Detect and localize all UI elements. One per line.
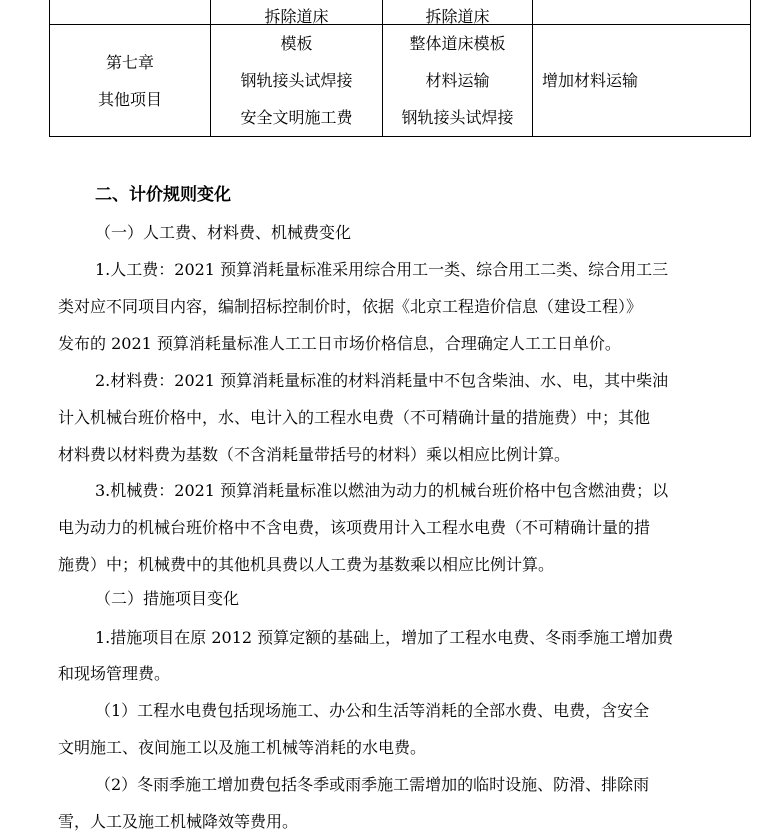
- paragraph-line: 1.人工费：2021 预算消耗量标准采用综合用工一类、综合用工二类、综合用工三: [95, 260, 669, 279]
- comparison-table: [49, 0, 751, 137]
- cell-text: 钢轨接头试焊接: [240, 71, 353, 90]
- paragraph-line: 雪，人工及施工机械降效等费用。: [58, 812, 299, 831]
- paragraph-line: 电为动力的机械台班价格中不含电费，该项费用计入工程水电费（不可精确计量的措: [58, 518, 651, 537]
- table-cell: [211, 0, 383, 25]
- cell-text: 增加材料运输: [542, 71, 639, 90]
- section-heading: 二、计价规则变化: [95, 185, 231, 205]
- paragraph-line: 计入机械台班价格中，水、电计入的工程水电费（不可精确计量的措施费）中；其他: [58, 408, 651, 427]
- chapter-number: 第七章: [105, 52, 154, 72]
- cell-text: 模板: [280, 34, 313, 53]
- table-cell: [383, 0, 533, 25]
- paragraph-line: 3.机械费：2021 预算消耗量标准以燃油为动力的机械台班价格中包含燃油费；以: [95, 481, 669, 500]
- chapter-cell: [50, 25, 211, 137]
- paragraph-line: 1.措施项目在原 2012 预算定额的基础上，增加了工程水电费、冬雨季施工增加费: [95, 628, 674, 647]
- paragraph-line: 类对应不同项目内容，编制招标控制价时，依据《北京工程造价信息（建设工程）》: [58, 297, 643, 316]
- table-cell: [211, 25, 383, 137]
- cell-text: 拆除道床: [264, 7, 329, 26]
- cell-text: 拆除道床: [425, 7, 490, 26]
- chapter-title: 其他项目: [97, 89, 162, 109]
- paragraph-line: （2）冬雨季施工增加费包括冬季或雨季施工需增加的临时设施、防滑、排除雨: [95, 775, 650, 794]
- subsection-heading: （二）措施项目变化: [95, 589, 240, 608]
- paragraph-line: 发布的 2021 预算消耗量标准人工工日市场价格信息，合理确定人工工日单价。: [58, 334, 621, 353]
- cell-text: 钢轨接头试焊接: [401, 108, 514, 127]
- paragraph-line: （1）工程水电费包括现场施工、办公和生活等消耗的全部水费、电费，含安全: [95, 701, 650, 720]
- cell-text: 材料运输: [425, 71, 490, 90]
- paragraph-line: 2.材料费：2021 预算消耗量标准的材料消耗量中不包含柴油、水、电，其中柴油: [95, 371, 669, 390]
- subsection-heading: （一）人工费、材料费、机械费变化: [95, 223, 352, 242]
- table-cell: [50, 0, 211, 25]
- paragraph-line: 施费）中；机械费中的其他机具费以人工费为基数乘以相应比例计算。: [58, 555, 555, 574]
- table-row: [50, 25, 751, 137]
- paragraph-line: 文明施工、夜间施工以及施工机械等消耗的水电费。: [58, 738, 427, 757]
- table-cell: [533, 0, 751, 25]
- cell-text: 安全文明施工费: [240, 108, 353, 127]
- paragraph-line: 材料费以材料费为基数（不含消耗量带括号的材料）乘以相应比例计算。: [58, 445, 571, 464]
- paragraph-line: 和现场管理费。: [58, 664, 171, 683]
- table-row: [50, 0, 751, 25]
- cell-text: 整体道床模板: [409, 34, 506, 53]
- table-cell: [383, 25, 533, 137]
- table-cell: [533, 25, 751, 137]
